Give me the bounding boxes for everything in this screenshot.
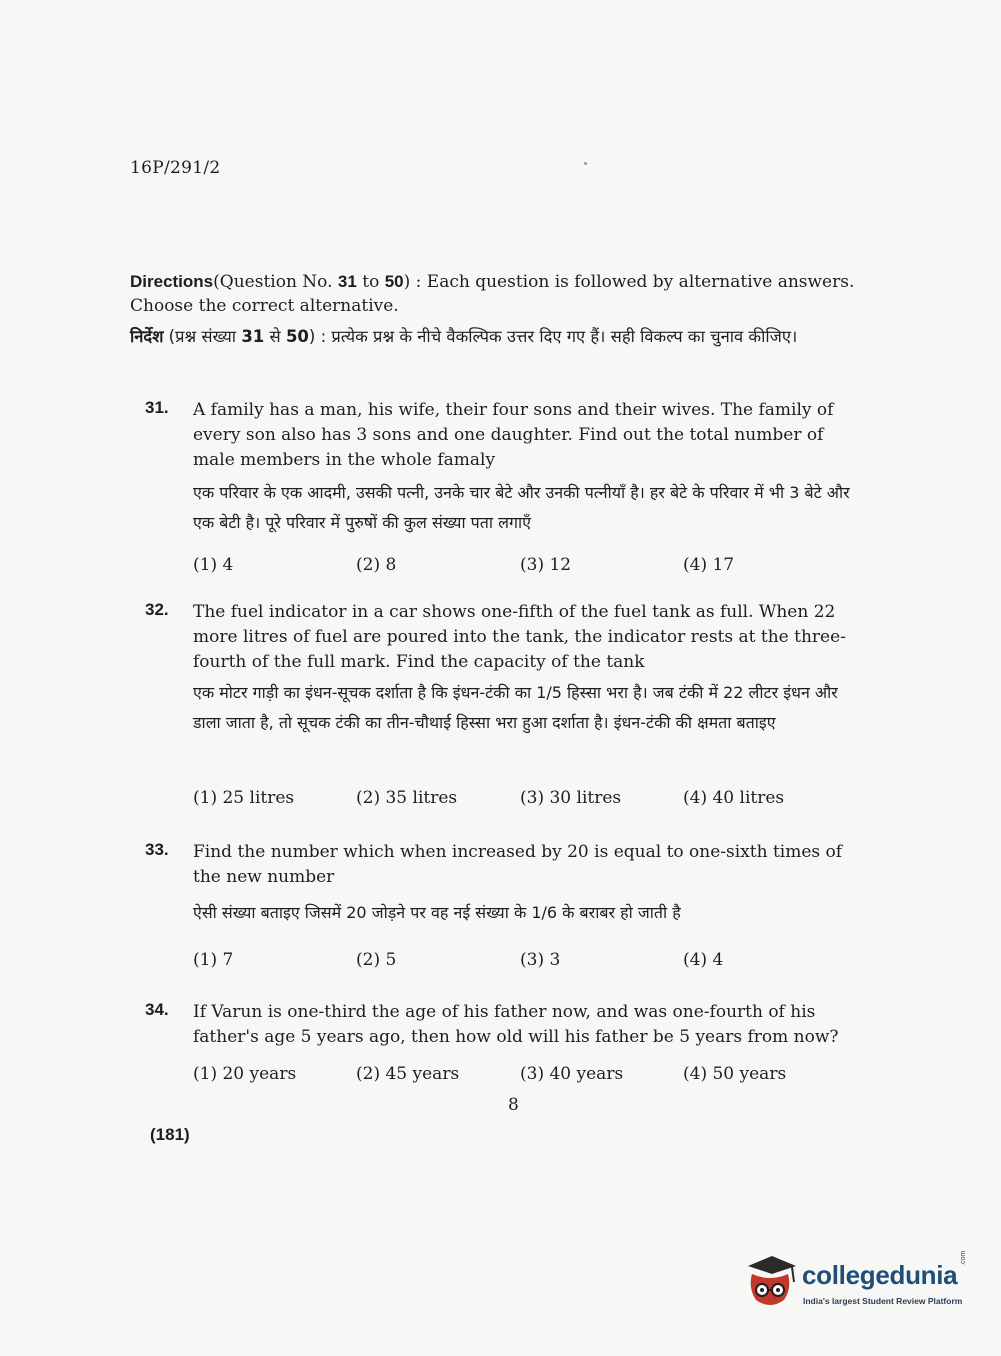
option-4: (4) 4 bbox=[683, 950, 724, 970]
question-31 bbox=[145, 398, 870, 583]
question-text-english: A family has a man, his wife, their four sons and their wives. The family of every son also has 3 sons and one daughter. Find out the total number of male members in the whole famaly bbox=[193, 400, 834, 470]
scan-speck bbox=[584, 162, 587, 165]
brand-tagline: India's largest Student Review Platform bbox=[803, 1296, 963, 1306]
option-1: (1) 25 litres bbox=[193, 788, 295, 808]
option-2: (2) 45 years bbox=[356, 1064, 460, 1084]
option-3: (3) 3 bbox=[520, 950, 561, 970]
question-text-english: If Varun is one-third the age of his father now, and was one-fourth of his father's age 5 years ago, then how old will his father be 5 years from now? bbox=[193, 1002, 839, 1047]
option-3: (3) 12 bbox=[520, 555, 572, 575]
question-33 bbox=[145, 840, 870, 980]
footer-code: (181) bbox=[150, 1125, 190, 1144]
directions-english: Directions(Question No. 31 to 50) : Each question is followed by alternative answers. Choose the correct alternative. bbox=[130, 272, 855, 316]
option-3: (3) 30 litres bbox=[520, 788, 622, 808]
question-text-hindi: ऐसी संख्या बताइए जिसमें 20 जोड़ने पर वह नई संख्या के 1/6 के बराबर हो जाती है bbox=[193, 903, 681, 922]
option-2: (2) 8 bbox=[356, 555, 397, 575]
question-number: 32. bbox=[145, 600, 169, 619]
directions-label: Directions bbox=[130, 272, 214, 291]
option-2: (2) 35 litres bbox=[356, 788, 458, 808]
question-34 bbox=[145, 1000, 870, 1100]
mascot-icon bbox=[742, 1252, 798, 1310]
question-number: 31. bbox=[145, 398, 169, 417]
question-32 bbox=[145, 600, 870, 815]
page-number: 8 bbox=[508, 1095, 519, 1115]
brand-name: collegedunia bbox=[802, 1260, 958, 1290]
directions-hindi: निर्देश (प्रश्न संख्या 31 से 50) : प्रत्येक प्रश्न के नीचे वैकल्पिक उत्तर दिए गए हैं। सही विकल्प का चुनाव कीजिए। bbox=[130, 327, 798, 346]
question-number: 33. bbox=[145, 840, 169, 859]
question-text-english: The fuel indicator in a car shows one-fifth of the fuel tank as full. When 22 more litres of fuel are poured into the tank, the indicator rests at the three-fourth of the full mark. Find the capacity of the tank bbox=[193, 602, 846, 672]
option-2: (2) 5 bbox=[356, 950, 397, 970]
option-1: (1) 4 bbox=[193, 555, 234, 575]
question-text-hindi: एक मोटर गाड़ी का इंधन-सूचक दर्शाता है कि इंधन-टंकी का 1/5 हिस्सा भरा है। जब टंकी में 22 लीटर इंधन और डाला जाता है, तो सूचक टंकी का तीन-चौथाई हिस्सा भरा हुआ दर्शाता है। इंधन-टंकी की क्षमता बताइए bbox=[193, 683, 838, 732]
option-1: (1) 7 bbox=[193, 950, 234, 970]
paper-code: 16P/291/2 bbox=[130, 158, 221, 178]
question-text-hindi: एक परिवार के एक आदमी, उसकी पत्नी, उनके चार बेटे और उनकी पत्नीयाँ है। हर बेटे के परिवार में भी 3 बेटे और एक बेटी है। पूरे परिवार में पुरुषों की कुल संख्या पता लगाएँ bbox=[193, 483, 850, 532]
option-4: (4) 40 litres bbox=[683, 788, 785, 808]
option-4: (4) 17 bbox=[683, 555, 735, 575]
option-4: (4) 50 years bbox=[683, 1064, 787, 1084]
option-1: (1) 20 years bbox=[193, 1064, 297, 1084]
option-3: (3) 40 years bbox=[520, 1064, 624, 1084]
collegedunia-logo bbox=[742, 1252, 972, 1314]
question-number: 34. bbox=[145, 1000, 169, 1019]
question-text-english: Find the number which when increased by 20 is equal to one-sixth times of the new number bbox=[193, 842, 843, 887]
brand-domain: .com bbox=[960, 1250, 967, 1266]
